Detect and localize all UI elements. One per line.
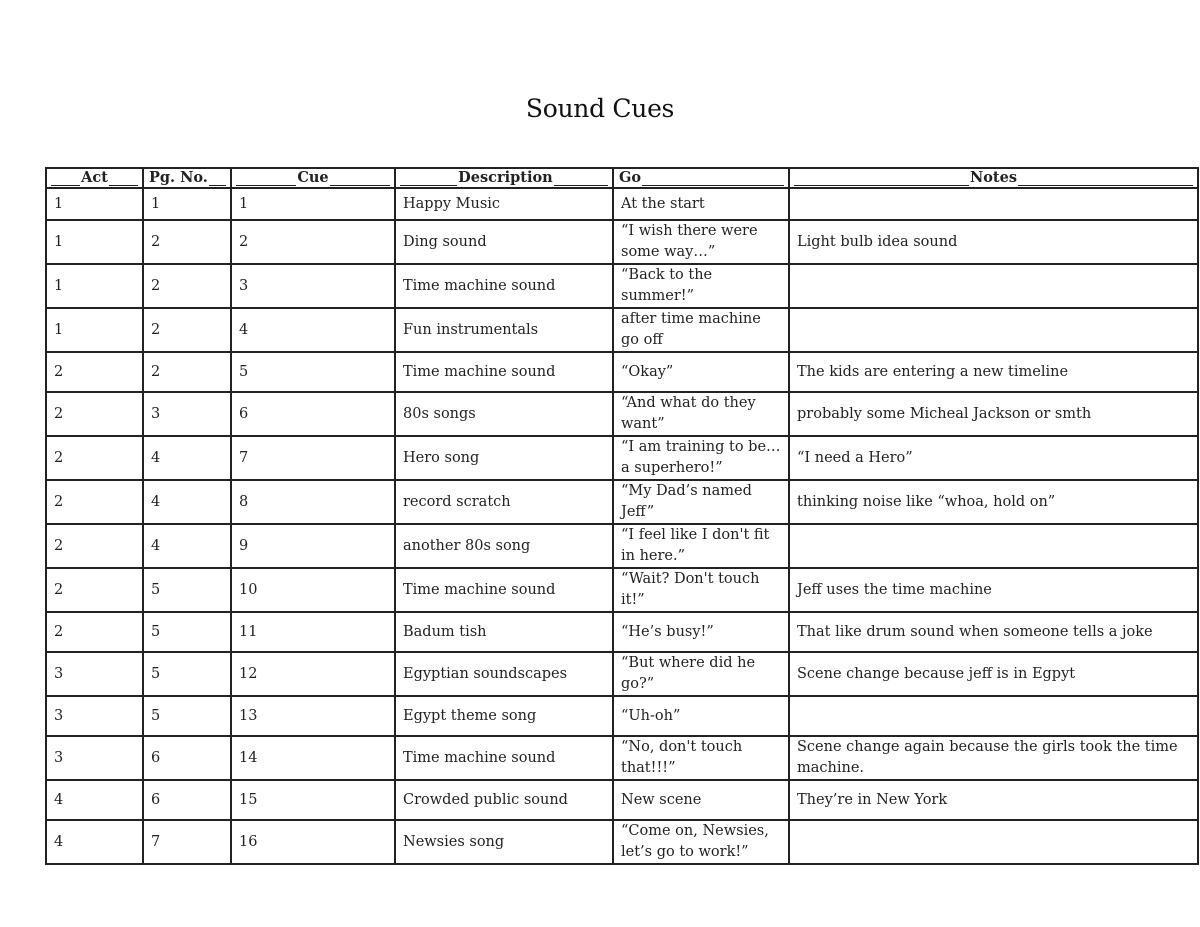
table-row — [46, 220, 1198, 264]
table-row — [46, 612, 1198, 652]
cell-go: At the start — [613, 188, 789, 220]
cell-cue: 13 — [231, 696, 395, 736]
cell-description: Egyptian soundscapes — [395, 652, 613, 696]
cell-notes: thinking noise like “whoa, hold on” — [789, 480, 1198, 524]
table-row — [46, 524, 1198, 568]
cell-cue: 5 — [231, 352, 395, 392]
cell-act: 2 — [46, 568, 143, 612]
cell-notes — [789, 524, 1198, 568]
cell-act: 4 — [46, 820, 143, 864]
cell-page-number: 2 — [143, 308, 231, 352]
cell-description: Newsies song — [395, 820, 613, 864]
cell-cue: 10 — [231, 568, 395, 612]
table-row — [46, 352, 1198, 392]
cell-description: Ding sound — [395, 220, 613, 264]
cell-cue: 3 — [231, 264, 395, 308]
cell-page-number: 1 — [143, 188, 231, 220]
cell-go: “Wait? Don't touch it!” — [613, 568, 789, 612]
cell-notes — [789, 820, 1198, 864]
cell-description: Time machine sound — [395, 352, 613, 392]
cell-go: “I am training to be… a superhero!” — [613, 436, 789, 480]
cell-act: 4 — [46, 780, 143, 820]
cell-page-number: 4 — [143, 480, 231, 524]
table-row — [46, 568, 1198, 612]
table-row — [46, 436, 1198, 480]
cell-go: “No, don't touch that!!!” — [613, 736, 789, 780]
cell-go: “Back to the summer!” — [613, 264, 789, 308]
cell-act: 1 — [46, 308, 143, 352]
column-header-go: Go — [613, 168, 789, 188]
cell-act: 2 — [46, 524, 143, 568]
cell-notes: They’re in New York — [789, 780, 1198, 820]
cell-go: “My Dad’s named Jeff” — [613, 480, 789, 524]
cell-page-number: 2 — [143, 264, 231, 308]
cell-cue: 6 — [231, 392, 395, 436]
table-row — [46, 392, 1198, 436]
cell-page-number: 5 — [143, 568, 231, 612]
cell-notes — [789, 696, 1198, 736]
cell-description: Time machine sound — [395, 568, 613, 612]
table-row — [46, 264, 1198, 308]
column-header-cue: Cue — [231, 168, 395, 188]
page-title: Sound Cues — [525, 94, 675, 123]
cell-go: “Okay” — [613, 352, 789, 392]
column-header-act: Act — [46, 168, 143, 188]
cell-notes: probably some Micheal Jackson or smth — [789, 392, 1198, 436]
cell-act: 2 — [46, 352, 143, 392]
cell-notes: Scene change because jeff is in Egpyt — [789, 652, 1198, 696]
table-row — [46, 780, 1198, 820]
cell-act: 3 — [46, 652, 143, 696]
cell-description: another 80s song — [395, 524, 613, 568]
cell-cue: 9 — [231, 524, 395, 568]
cell-notes: Jeff uses the time machine — [789, 568, 1198, 612]
cell-act: 1 — [46, 220, 143, 264]
column-header-description: Description — [395, 168, 613, 188]
cell-go: New scene — [613, 780, 789, 820]
cell-notes: Scene change again because the girls took the time machine. — [789, 736, 1198, 780]
table-body — [46, 188, 1198, 864]
column-header-page-number: Pg. No. — [143, 168, 231, 188]
cell-cue: 12 — [231, 652, 395, 696]
cell-go: “Come on, Newsies, let’s go to work!” — [613, 820, 789, 864]
table-row — [46, 308, 1198, 352]
cell-cue: 7 — [231, 436, 395, 480]
cell-cue: 16 — [231, 820, 395, 864]
cell-cue: 15 — [231, 780, 395, 820]
column-header-notes: Notes — [789, 168, 1198, 188]
cell-description: record scratch — [395, 480, 613, 524]
cell-act: 1 — [46, 264, 143, 308]
cell-cue: 11 — [231, 612, 395, 652]
cell-cue: 4 — [231, 308, 395, 352]
cell-page-number: 5 — [143, 652, 231, 696]
cell-go: “He’s busy!” — [613, 612, 789, 652]
cell-go: “I wish there were some way…” — [613, 220, 789, 264]
table-row — [46, 820, 1198, 864]
cell-go: after time machine go off — [613, 308, 789, 352]
cell-act: 2 — [46, 436, 143, 480]
cell-notes: That like drum sound when someone tells a joke — [789, 612, 1198, 652]
table-header-row — [46, 168, 1198, 188]
table-row — [46, 652, 1198, 696]
cell-go: “Uh-oh” — [613, 696, 789, 736]
table-row — [46, 736, 1198, 780]
cell-go: “And what do they want” — [613, 392, 789, 436]
cell-go: “I feel like I don't fit in here.” — [613, 524, 789, 568]
table-row — [46, 696, 1198, 736]
cell-notes — [789, 264, 1198, 308]
cell-description: Crowded public sound — [395, 780, 613, 820]
cell-description: Hero song — [395, 436, 613, 480]
cell-page-number: 6 — [143, 780, 231, 820]
cell-notes — [789, 188, 1198, 220]
cell-page-number: 4 — [143, 436, 231, 480]
cell-description: Time machine sound — [395, 264, 613, 308]
cell-page-number: 5 — [143, 612, 231, 652]
cell-page-number: 3 — [143, 392, 231, 436]
cell-description: Egypt theme song — [395, 696, 613, 736]
cell-act: 3 — [46, 696, 143, 736]
cell-cue: 8 — [231, 480, 395, 524]
cell-act: 2 — [46, 612, 143, 652]
cell-page-number: 5 — [143, 696, 231, 736]
cell-page-number: 6 — [143, 736, 231, 780]
cell-notes: “I need a Hero” — [789, 436, 1198, 480]
table-row — [46, 480, 1198, 524]
cell-description: Happy Music — [395, 188, 613, 220]
cell-go: “But where did he go?” — [613, 652, 789, 696]
cell-cue: 1 — [231, 188, 395, 220]
cell-act: 2 — [46, 480, 143, 524]
cell-cue: 2 — [231, 220, 395, 264]
cell-description: Time machine sound — [395, 736, 613, 780]
cell-page-number: 7 — [143, 820, 231, 864]
cell-page-number: 4 — [143, 524, 231, 568]
cell-description: Fun instrumentals — [395, 308, 613, 352]
sound-cues-table — [45, 167, 1199, 865]
table-row — [46, 188, 1198, 220]
cell-description: Badum tish — [395, 612, 613, 652]
cell-notes — [789, 308, 1198, 352]
cell-notes: Light bulb idea sound — [789, 220, 1198, 264]
cell-cue: 14 — [231, 736, 395, 780]
cell-act: 1 — [46, 188, 143, 220]
cell-notes: The kids are entering a new timeline — [789, 352, 1198, 392]
cell-act: 2 — [46, 392, 143, 436]
cell-description: 80s songs — [395, 392, 613, 436]
cell-page-number: 2 — [143, 352, 231, 392]
cell-act: 3 — [46, 736, 143, 780]
cell-page-number: 2 — [143, 220, 231, 264]
